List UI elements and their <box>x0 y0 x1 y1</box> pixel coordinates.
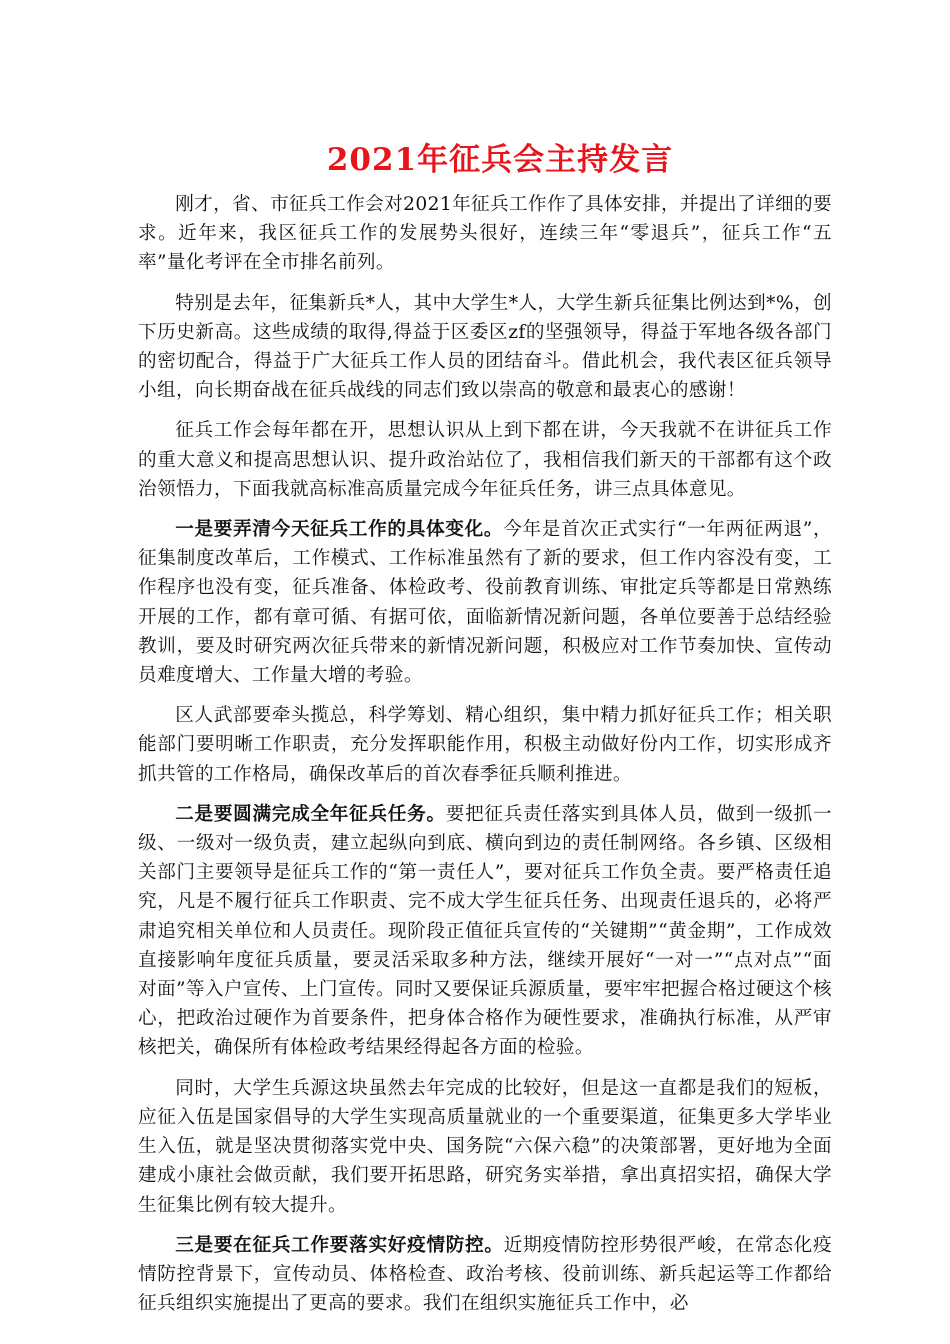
paragraph-text: 今年是首次正式实行“一年两征两退”，征集制度改革后，工作模式、工作标准虽然有了新的要求，但工作内容没有变，工作程序也没有变，征兵准备、体检政考、役前教育训练、审批定兵等都是日常熟练开展的工作，都有章可循、有据可依，面临新情况新问题，各单位要善于总结经验教训，要及时研究两次征兵带来的新情况新问题，积极应对工作节奏加快、宣传动员难度增大、工作量大增的考验。 <box>138 519 832 687</box>
paragraph-text: 刚才，省、市征兵工作会对2021年征兵工作作了具体安排，并提出了详细的要求。近年来，我区征兵工作的发展势头很好，连续三年“零退兵”，征兵工作“五率”量化考评在全市排名前列。 <box>138 194 832 274</box>
paragraph-7 <box>138 1074 832 1220</box>
paragraph-2 <box>138 289 832 406</box>
paragraph-lead: 二是要圆满完成全年征兵任务。 <box>175 803 446 825</box>
document-title: 2021年征兵会主持发言 <box>326 142 674 178</box>
paragraph-text: 特别是去年，征集新兵*人，其中大学生*人，大学生新兵征集比例达到*%，创下历史新高。这些成绩的取得,得益于区委区zf的坚强领导，得益于军地各级各部门的密切配合，得益于广大征兵工作人员的团结奋斗。借此机会，我代表区征兵领导小组，向长期奋战在征兵战线的同志们致以崇高的敬意和最衷心的感谢！ <box>138 292 832 402</box>
paragraph-1 <box>138 190 832 278</box>
paragraph-text: 同时，大学生兵源这块虽然去年完成的比较好，但是这一直都是我们的短板，应征入伍是国家倡导的大学生实现高质量就业的一个重要渠道，征集更多大学毕业生入伍，就是坚决贯彻落实党中央、国务院“六保六稳”的决策部署，更好地为全面建成小康社会做贡献，我们要开拓思路，研究务实举措，拿出真招实招，确保大学生征集比例有较大提升。 <box>138 1077 832 1216</box>
paragraph-lead: 三是要在征兵工作要落实好疫情防控。 <box>175 1234 504 1256</box>
paragraph-6 <box>138 800 832 1063</box>
paragraph-text: 区人武部要牵头揽总，科学筹划、精心组织，集中精力抓好征兵工作；相关职能部门要明晰工作职责，充分发挥职能作用，积极主动做好份内工作，切实形成齐抓共管的工作格局，确保改革后的首次春季征兵顺利推进。 <box>138 705 832 785</box>
paragraph-5 <box>138 701 832 789</box>
paragraph-3 <box>138 416 832 504</box>
paragraph-8 <box>138 1231 832 1319</box>
paragraph-lead: 一是要弄清今天征兵工作的具体变化。 <box>175 519 504 541</box>
paragraph-text: 要把征兵责任落实到具体人员，做到一级抓一级、一级对一级负责，建立起纵向到底、横向到边的责任制网络。各乡镇、区级相关部门主要领导是征兵工作的“第一责任人”，要对征兵工作负全责。要严格责任追究，凡是不履行征兵工作职责、完不成大学生征兵任务、出现责任退兵的，必将严肃追究相关单位和人员责任。现阶段正值征兵宣传的“关键期”“黄金期”，工作成效直接影响年度征兵质量，要灵活采取多种方法，继续开展好“一对一”“点对点”“面对面”等入户宣传、上门宣传。同时又要保证兵源质量，要牢牢把握合格过硬这个核心，把政治过硬作为首要条件，把身体合格作为硬性要求，准确执行标准，从严审核把关，确保所有体检政考结果经得起各方面的检验。 <box>138 803 832 1059</box>
paragraph-4 <box>138 515 832 690</box>
document-page <box>138 138 832 1329</box>
paragraph-text: 征兵工作会每年都在开，思想认识从上到下都在讲，今天我就不在讲征兵工作的重大意义和提高思想认识、提升政治站位了，我相信我们新天的干部都有这个政治领悟力，下面我就高标准高质量完成今年征兵任务，讲三点具体意见。 <box>138 420 832 500</box>
paragraph-text: 近期疫情防控形势很严峻，在常态化疫情防控背景下，宣传动员、体格检查、政治考核、役前训练、新兵起运等工作都给征兵组织实施提出了更高的要求。我们在组织实施征兵工作中，必 <box>138 1234 832 1315</box>
